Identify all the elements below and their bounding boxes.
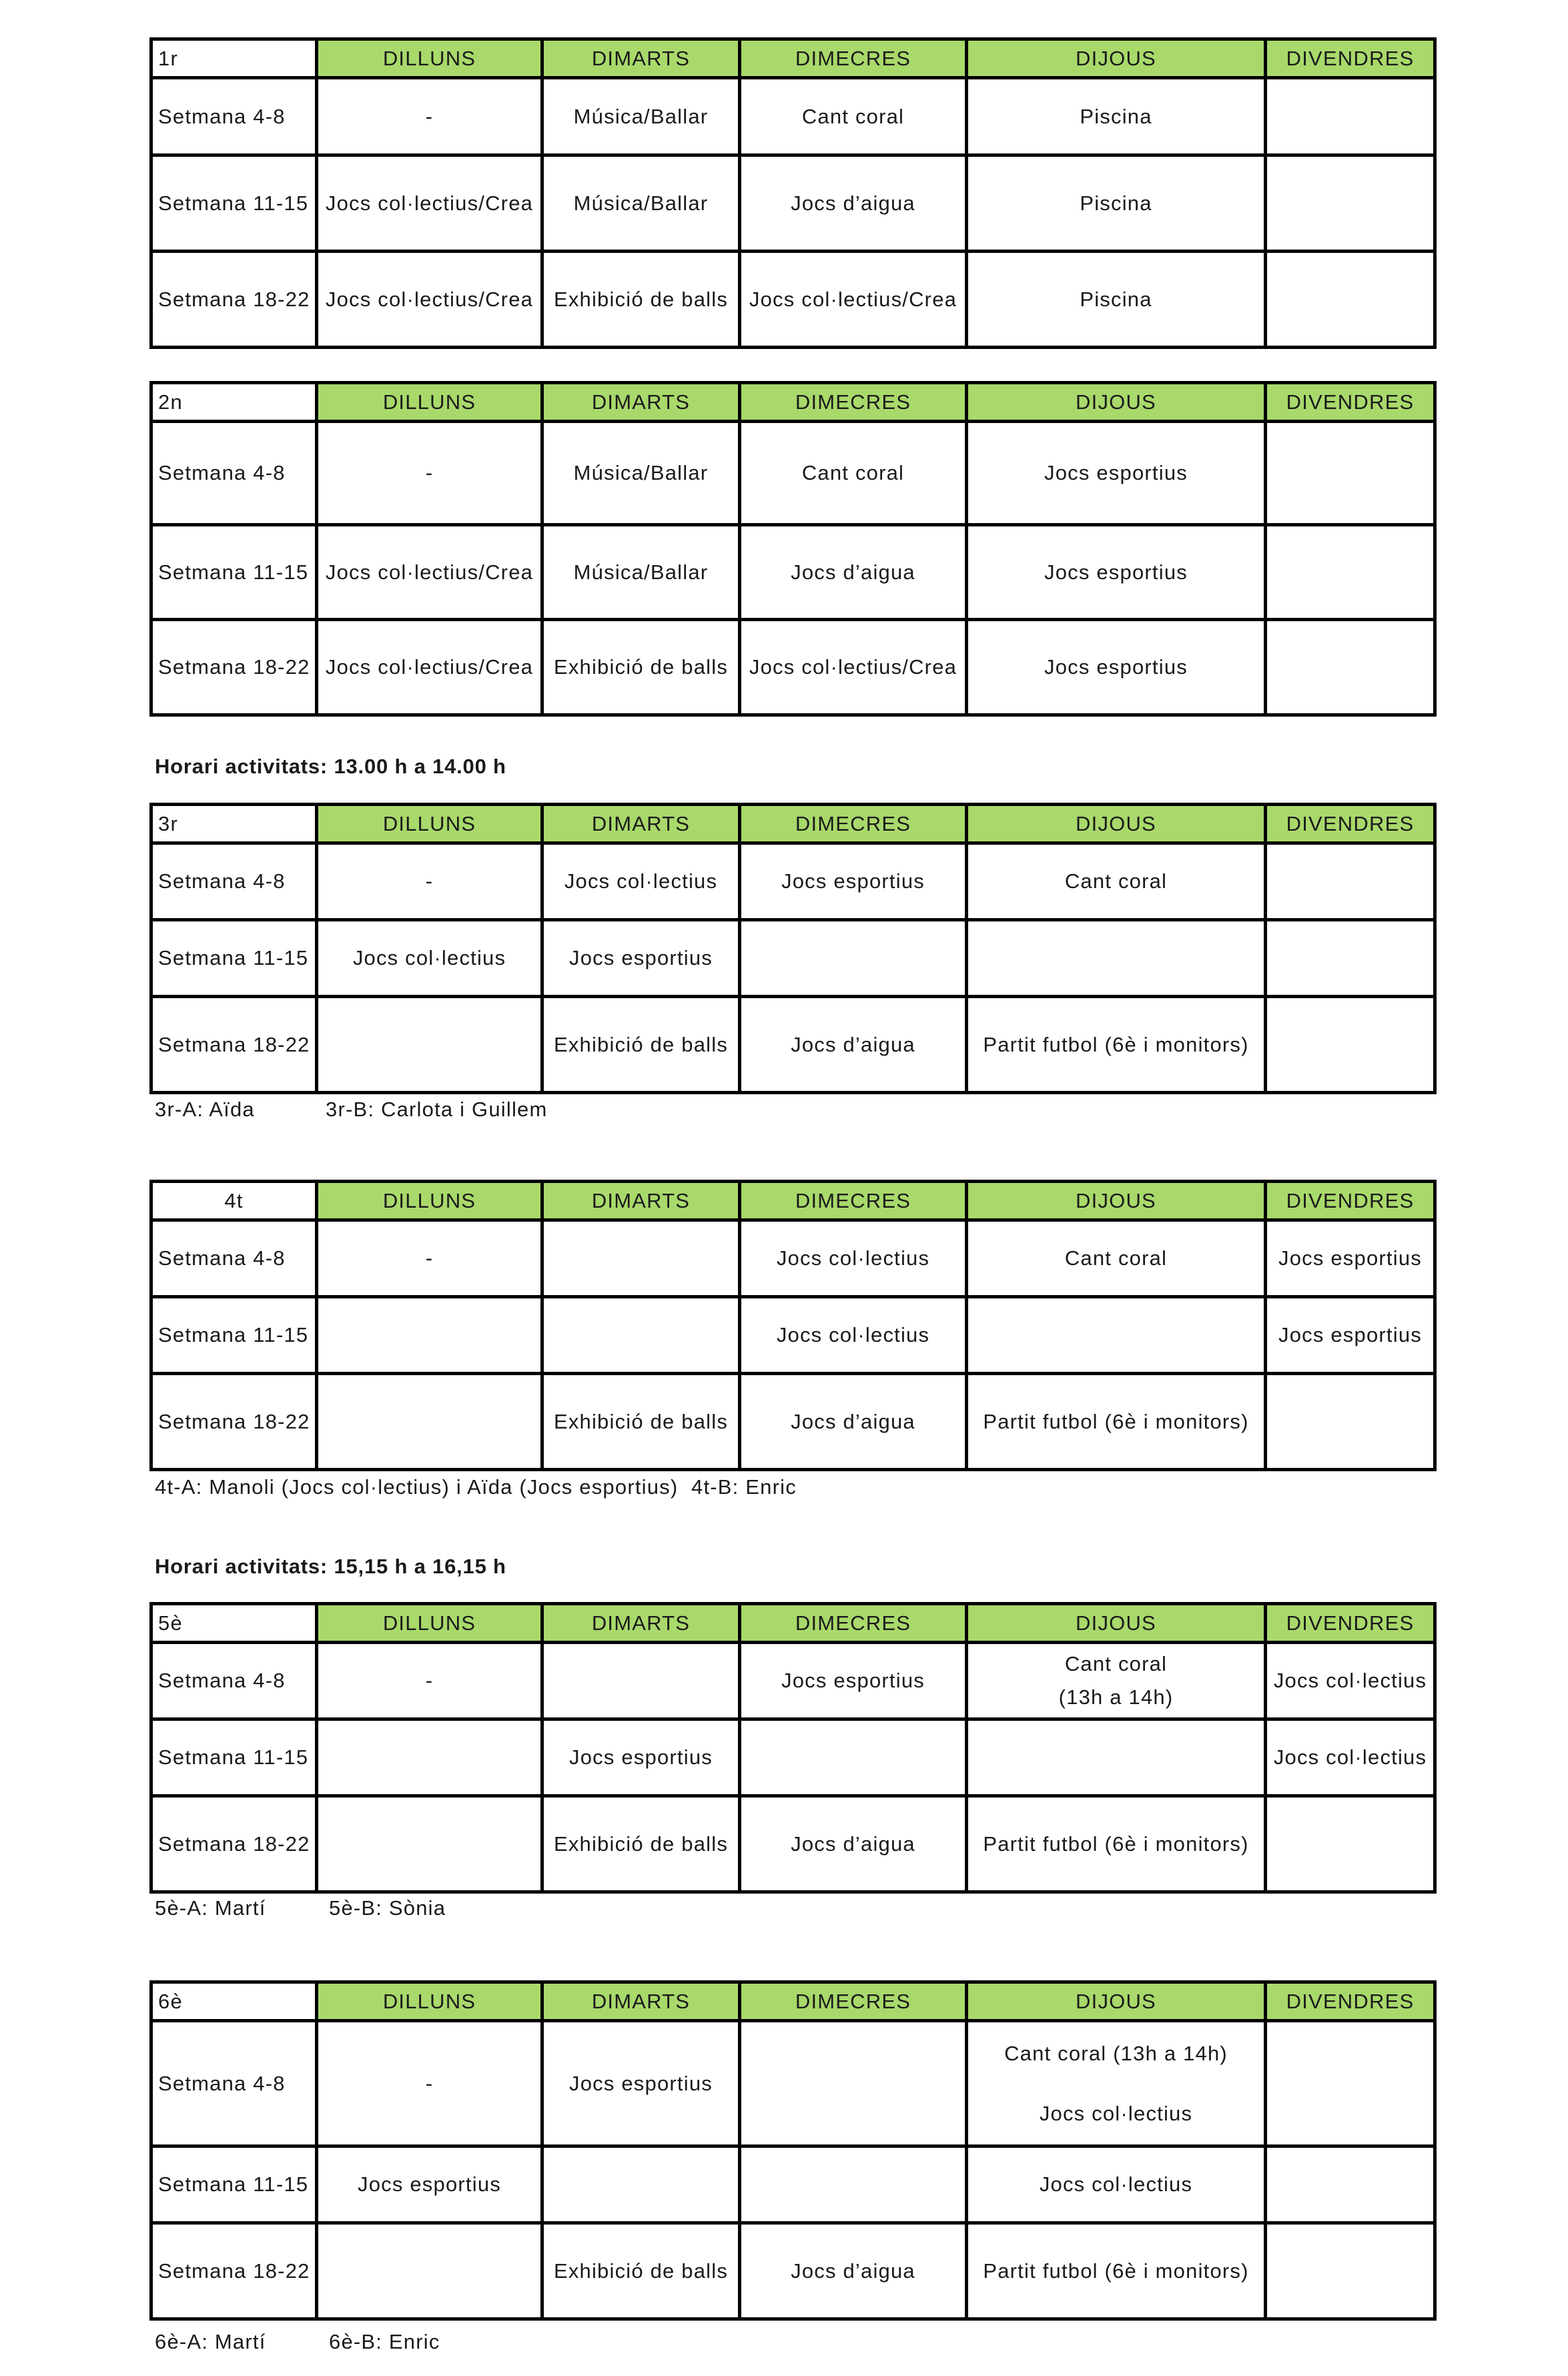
activity-cell: Cant coral [740, 422, 967, 525]
table-row [151, 620, 1435, 715]
table-row [151, 843, 1435, 920]
activity-cell [542, 1297, 740, 1374]
activity-cell [740, 1719, 967, 1796]
activity-cell: Música/Ballar [542, 422, 740, 525]
activity-line: (13h a 14h) [1058, 1685, 1174, 1709]
activity-cell: Jocs esportius [967, 422, 1266, 525]
activity-cell: - [317, 78, 542, 155]
activity-cell [1266, 1374, 1435, 1470]
activity-cell [1266, 422, 1435, 525]
day-header-divendres: DIVENDRES [1266, 805, 1435, 843]
week-label: Setmana 4-8 [151, 422, 317, 525]
schedule-table-5e [149, 1602, 1437, 1894]
activity-cell: Jocs esportius [1266, 1220, 1435, 1297]
table-header-row [151, 1604, 1435, 1643]
activity-cell: Jocs col·lectius [740, 1297, 967, 1374]
activity-cell [967, 1297, 1266, 1374]
activity-cell: Jocs col·lectius [740, 1220, 967, 1297]
activity-cell [1266, 2021, 1435, 2146]
teacher-note-6e-b: 6è-B: Enric [329, 2330, 440, 2353]
activity-cell: Jocs col·lectius [1266, 1719, 1435, 1796]
week-label: Setmana 11-15 [151, 2146, 317, 2223]
activity-cell: Piscina [967, 78, 1266, 155]
activity-cell [967, 920, 1266, 997]
week-label: Setmana 11-15 [151, 155, 317, 252]
activity-cell: Exhibició de balls [542, 1796, 740, 1892]
activity-cell [740, 2021, 967, 2146]
activity-cell: Jocs d’aigua [740, 525, 967, 620]
table-row [151, 1374, 1435, 1470]
activity-cell: Jocs d’aigua [740, 2223, 967, 2319]
activity-cell: Jocs esportius [542, 2021, 740, 2146]
day-header-dijous: DIJOUS [967, 1982, 1266, 2021]
table-row [151, 920, 1435, 997]
activity-cell: Jocs col·lectius [542, 843, 740, 920]
activity-cell: Jocs esportius [967, 525, 1266, 620]
table-header-row [151, 39, 1435, 78]
activity-cell-multiline [967, 2021, 1266, 2146]
table-row [151, 252, 1435, 348]
teacher-note-5e-a: 5è-A: Martí [155, 1896, 266, 1920]
grade-label: 1r [151, 39, 317, 78]
week-label: Setmana 11-15 [151, 1719, 317, 1796]
schedule-table-1r [149, 37, 1437, 349]
activity-cell [317, 1374, 542, 1470]
day-header-dimarts: DIMARTS [542, 383, 740, 422]
activity-cell: Jocs col·lectius [317, 920, 542, 997]
activity-cell [1266, 155, 1435, 252]
activity-cell: Jocs col·lectius/Crea [317, 155, 542, 252]
activity-cell [1266, 252, 1435, 348]
table-header-row [151, 805, 1435, 843]
activity-cell: Jocs esportius [967, 620, 1266, 715]
schedule-table-4t [149, 1180, 1437, 1471]
activity-cell: - [317, 422, 542, 525]
activity-cell: - [317, 843, 542, 920]
week-label: Setmana 18-22 [151, 252, 317, 348]
day-header-dijous: DIJOUS [967, 383, 1266, 422]
activity-cell: - [317, 2021, 542, 2146]
day-header-dimecres: DIMECRES [740, 1604, 967, 1643]
week-label: Setmana 4-8 [151, 2021, 317, 2146]
activity-cell [1266, 2146, 1435, 2223]
table-row [151, 78, 1435, 155]
schedule-heading: Horari activitats: 13.00 h a 14.00 h [155, 755, 506, 778]
activity-cell: Jocs esportius [740, 1643, 967, 1719]
activity-cell: Partit futbol (6è i monitors) [967, 997, 1266, 1093]
week-label: Setmana 4-8 [151, 1220, 317, 1297]
activity-cell: Jocs d’aigua [740, 1796, 967, 1892]
teacher-note-3r-b: 3r-B: Carlota i Guillem [326, 1098, 548, 1121]
activity-cell: Música/Ballar [542, 78, 740, 155]
week-label: Setmana 18-22 [151, 1374, 317, 1470]
day-header-dimecres: DIMECRES [740, 805, 967, 843]
day-header-divendres: DIVENDRES [1266, 39, 1435, 78]
activity-line: Jocs col·lectius [1039, 2101, 1193, 2125]
teacher-note-3r-a: 3r-A: Aïda [155, 1098, 255, 1121]
activity-cell [740, 2146, 967, 2223]
activity-cell: Exhibició de balls [542, 997, 740, 1093]
teacher-note-5e-b: 5è-B: Sònia [329, 1896, 446, 1920]
activity-cell [317, 1719, 542, 1796]
activity-cell: Jocs d’aigua [740, 1374, 967, 1470]
grade-label: 4t [151, 1182, 317, 1220]
activity-cell [1266, 525, 1435, 620]
week-label: Setmana 18-22 [151, 997, 317, 1093]
grade-label: 3r [151, 805, 317, 843]
week-label: Setmana 4-8 [151, 78, 317, 155]
activity-cell: Partit futbol (6è i monitors) [967, 1796, 1266, 1892]
table-row [151, 525, 1435, 620]
activity-cell: Jocs col·lectius/Crea [317, 252, 542, 348]
activity-cell [967, 1719, 1266, 1796]
day-header-dimarts: DIMARTS [542, 1982, 740, 2021]
day-header-dimarts: DIMARTS [542, 39, 740, 78]
activity-cell [1266, 920, 1435, 997]
day-header-dimarts: DIMARTS [542, 1182, 740, 1220]
table-row [151, 1220, 1435, 1297]
activity-cell: Jocs d’aigua [740, 997, 967, 1093]
activity-cell [1266, 997, 1435, 1093]
activity-cell [740, 920, 967, 997]
day-header-divendres: DIVENDRES [1266, 1982, 1435, 2021]
schedule-table-2n [149, 381, 1437, 717]
table-row [151, 2146, 1435, 2223]
activity-cell: Exhibició de balls [542, 620, 740, 715]
activity-cell: Jocs col·lectius/Crea [740, 620, 967, 715]
activity-cell [317, 2223, 542, 2319]
activity-cell [1266, 1796, 1435, 1892]
day-header-dilluns: DILLUNS [317, 805, 542, 843]
week-label: Setmana 11-15 [151, 920, 317, 997]
activity-cell: Piscina [967, 252, 1266, 348]
activity-cell [317, 997, 542, 1093]
activity-cell [1266, 620, 1435, 715]
week-label: Setmana 4-8 [151, 1643, 317, 1719]
grade-label: 6è [151, 1982, 317, 2021]
day-header-dilluns: DILLUNS [317, 1182, 542, 1220]
grade-label: 5è [151, 1604, 317, 1643]
table-row [151, 1643, 1435, 1719]
activity-cell [1266, 2223, 1435, 2319]
activity-cell: Exhibició de balls [542, 252, 740, 348]
teacher-note-6e-a: 6è-A: Martí [155, 2330, 266, 2353]
activity-cell: Exhibició de balls [542, 1374, 740, 1470]
activity-cell: Jocs col·lectius/Crea [317, 620, 542, 715]
schedule-table-6e [149, 1980, 1437, 2321]
activity-cell: Jocs esportius [317, 2146, 542, 2223]
activity-cell: Jocs esportius [1266, 1297, 1435, 1374]
day-header-dijous: DIJOUS [967, 1604, 1266, 1643]
activity-cell [542, 1643, 740, 1719]
activity-cell: Cant coral [740, 78, 967, 155]
activity-cell: Jocs col·lectius [967, 2146, 1266, 2223]
week-label: Setmana 4-8 [151, 843, 317, 920]
day-header-dilluns: DILLUNS [317, 1982, 542, 2021]
day-header-dijous: DIJOUS [967, 39, 1266, 78]
activity-cell: Jocs esportius [542, 920, 740, 997]
day-header-dimecres: DIMECRES [740, 383, 967, 422]
activity-cell [317, 1297, 542, 1374]
table-header-row [151, 383, 1435, 422]
day-header-divendres: DIVENDRES [1266, 1604, 1435, 1643]
day-header-dimarts: DIMARTS [542, 805, 740, 843]
schedule-heading: Horari activitats: 15,15 h a 16,15 h [155, 1555, 506, 1578]
week-label: Setmana 18-22 [151, 2223, 317, 2319]
table-row [151, 2021, 1435, 2146]
table-row [151, 422, 1435, 525]
activity-cell: Jocs col·lectius/Crea [740, 252, 967, 348]
activity-line: Cant coral [1064, 1652, 1168, 1676]
activity-cell: Música/Ballar [542, 155, 740, 252]
table-header-row [151, 1982, 1435, 2021]
activity-cell: Jocs d’aigua [740, 155, 967, 252]
activity-cell: Música/Ballar [542, 525, 740, 620]
table-row [151, 2223, 1435, 2319]
day-header-dilluns: DILLUNS [317, 1604, 542, 1643]
activity-cell: Partit futbol (6è i monitors) [967, 2223, 1266, 2319]
activity-cell [1266, 843, 1435, 920]
day-header-dilluns: DILLUNS [317, 383, 542, 422]
table-row [151, 997, 1435, 1093]
activity-cell: Jocs col·lectius [1266, 1643, 1435, 1719]
activity-cell [1266, 78, 1435, 155]
schedule-table-3r [149, 803, 1437, 1094]
activity-cell [317, 1796, 542, 1892]
table-row [151, 1297, 1435, 1374]
activity-cell: Cant coral [967, 843, 1266, 920]
activity-line: Cant coral (13h a 14h) [1004, 2041, 1228, 2065]
activity-cell-multiline [967, 1643, 1266, 1719]
activity-cell: Jocs esportius [740, 843, 967, 920]
week-label: Setmana 18-22 [151, 620, 317, 715]
week-label: Setmana 18-22 [151, 1796, 317, 1892]
activity-cell: Piscina [967, 155, 1266, 252]
activity-cell: Jocs esportius [542, 1719, 740, 1796]
day-header-dijous: DIJOUS [967, 1182, 1266, 1220]
table-header-row [151, 1182, 1435, 1220]
activity-cell: Jocs col·lectius/Crea [317, 525, 542, 620]
activity-cell [542, 2146, 740, 2223]
table-row [151, 1719, 1435, 1796]
table-row [151, 1796, 1435, 1892]
table-row [151, 155, 1435, 252]
day-header-dimarts: DIMARTS [542, 1604, 740, 1643]
activity-cell: Cant coral [967, 1220, 1266, 1297]
day-header-divendres: DIVENDRES [1266, 383, 1435, 422]
day-header-dijous: DIJOUS [967, 805, 1266, 843]
week-label: Setmana 11-15 [151, 525, 317, 620]
activity-cell: Partit futbol (6è i monitors) [967, 1374, 1266, 1470]
activity-cell: - [317, 1220, 542, 1297]
activity-cell: - [317, 1643, 542, 1719]
day-header-dimecres: DIMECRES [740, 1982, 967, 2021]
day-header-dilluns: DILLUNS [317, 39, 542, 78]
teacher-note-4t: 4t-A: Manoli (Jocs col·lectius) i Aïda (Jocs esportius) 4t-B: Enric [155, 1475, 797, 1499]
day-header-divendres: DIVENDRES [1266, 1182, 1435, 1220]
activity-cell: Exhibició de balls [542, 2223, 740, 2319]
day-header-dimecres: DIMECRES [740, 1182, 967, 1220]
week-label: Setmana 11-15 [151, 1297, 317, 1374]
activity-cell [542, 1220, 740, 1297]
day-header-dimecres: DIMECRES [740, 39, 967, 78]
grade-label: 2n [151, 383, 317, 422]
